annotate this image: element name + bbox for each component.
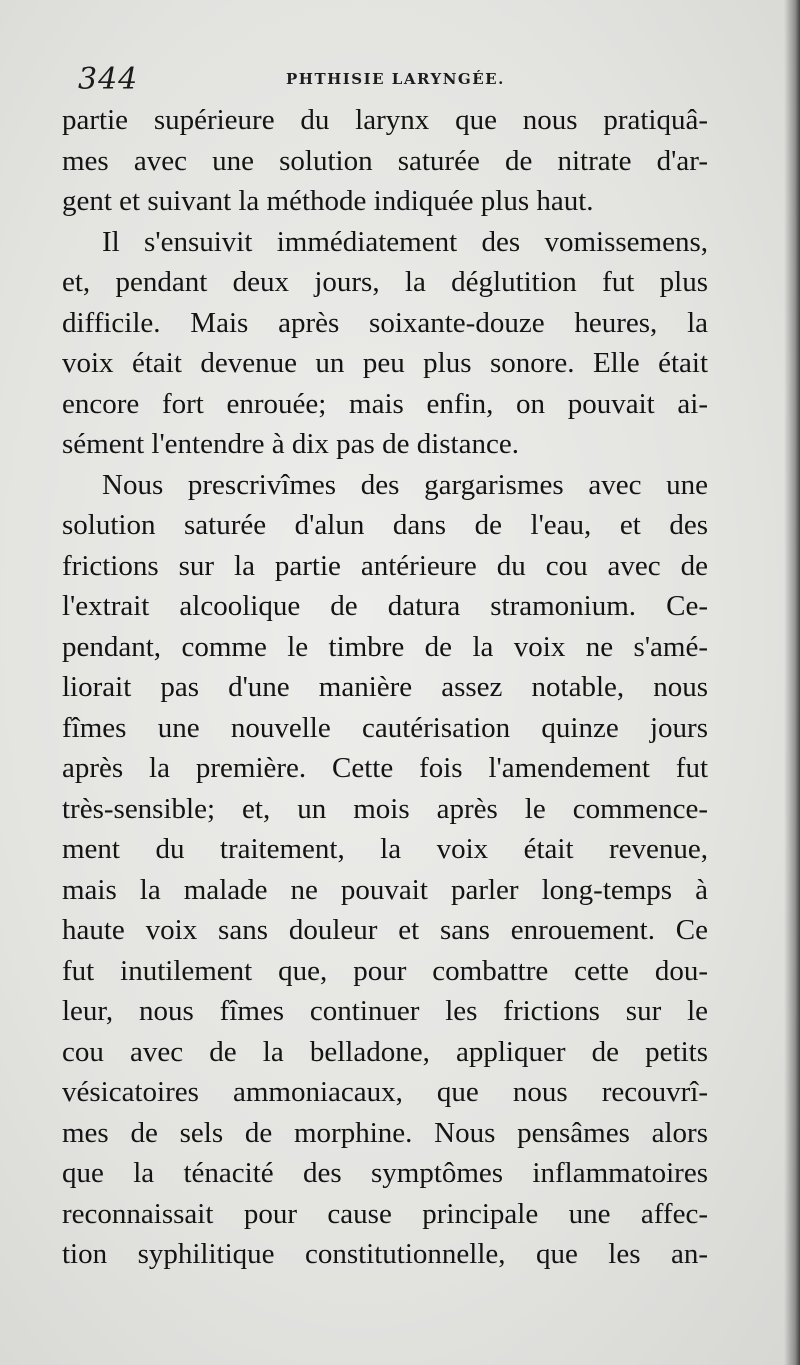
text-line: Nous prescrivîmes des gargarismes avec une [102,468,708,501]
text-line: haute voix sans douleur et sans enrouement. Ce [62,914,708,946]
text-line: tion syphilitique constitutionnelle, que les an- [62,1238,708,1270]
body-text [62,100,708,1275]
text-line: reconnaissait pour cause principale une affec- [62,1197,708,1230]
text-line: vésicatoires ammoniacaux, que nous recouvrî- [62,1076,708,1108]
text-line: leur, nous fîmes continuer les frictions sur le [62,995,708,1027]
text-line: l'extrait alcoolique de datura stramonium. Ce- [62,590,708,622]
text-line: encore fort enrouée; mais enfin, on pouvait ai- [62,387,708,420]
text-line: partie supérieure du larynx que nous pratiquâ- [62,104,708,136]
text-line: Il s'ensuivit immédiatement des vomissemens, [102,225,708,258]
text-line: mes avec une solution saturée de nitrate d'ar- [62,144,708,177]
text-line: mes de sels de morphine. Nous pensâmes alors [62,1116,708,1149]
text-line: pendant, comme le timbre de la voix ne s'amé- [62,630,708,663]
text-line: fîmes une nouvelle cautérisation quinze jours [62,711,708,744]
text-line: fut inutilement que, pour combattre cette dou- [62,954,708,987]
text-line: frictions sur la partie antérieure du cou avec de [62,549,708,582]
text-line: et, pendant deux jours, la déglutition fut plus [62,266,708,298]
page-edge-shadow [784,0,800,1365]
text-line: que la ténacité des symptômes inflammatoires [62,1157,708,1189]
text-line: gent et suivant la méthode indiquée plus haut. [62,185,594,217]
text-line: difficile. Mais après soixante-douze heures, la [62,306,708,339]
page-number: 344 [78,62,139,97]
text-line: sément l'entendre à dix pas de distance. [62,428,519,460]
running-title: PHTHISIE LARYNGÉE. [286,70,505,88]
text-line: après la première. Cette fois l'amendement fut [62,752,708,784]
running-head [78,60,708,100]
text-line: très-sensible; et, un mois après le commence- [62,792,708,825]
text-line: solution saturée d'alun dans de l'eau, et des [62,509,708,541]
text-line: mais la malade ne pouvait parler long-temps à [62,873,708,906]
text-line: ment du traitement, la voix était revenue, [62,833,708,865]
text-line: voix était devenue un peu plus sonore. Elle était [62,347,708,379]
text-line: liorait pas d'une manière assez notable, nous [62,671,708,703]
text-line: cou avec de la belladone, appliquer de petits [62,1035,708,1068]
